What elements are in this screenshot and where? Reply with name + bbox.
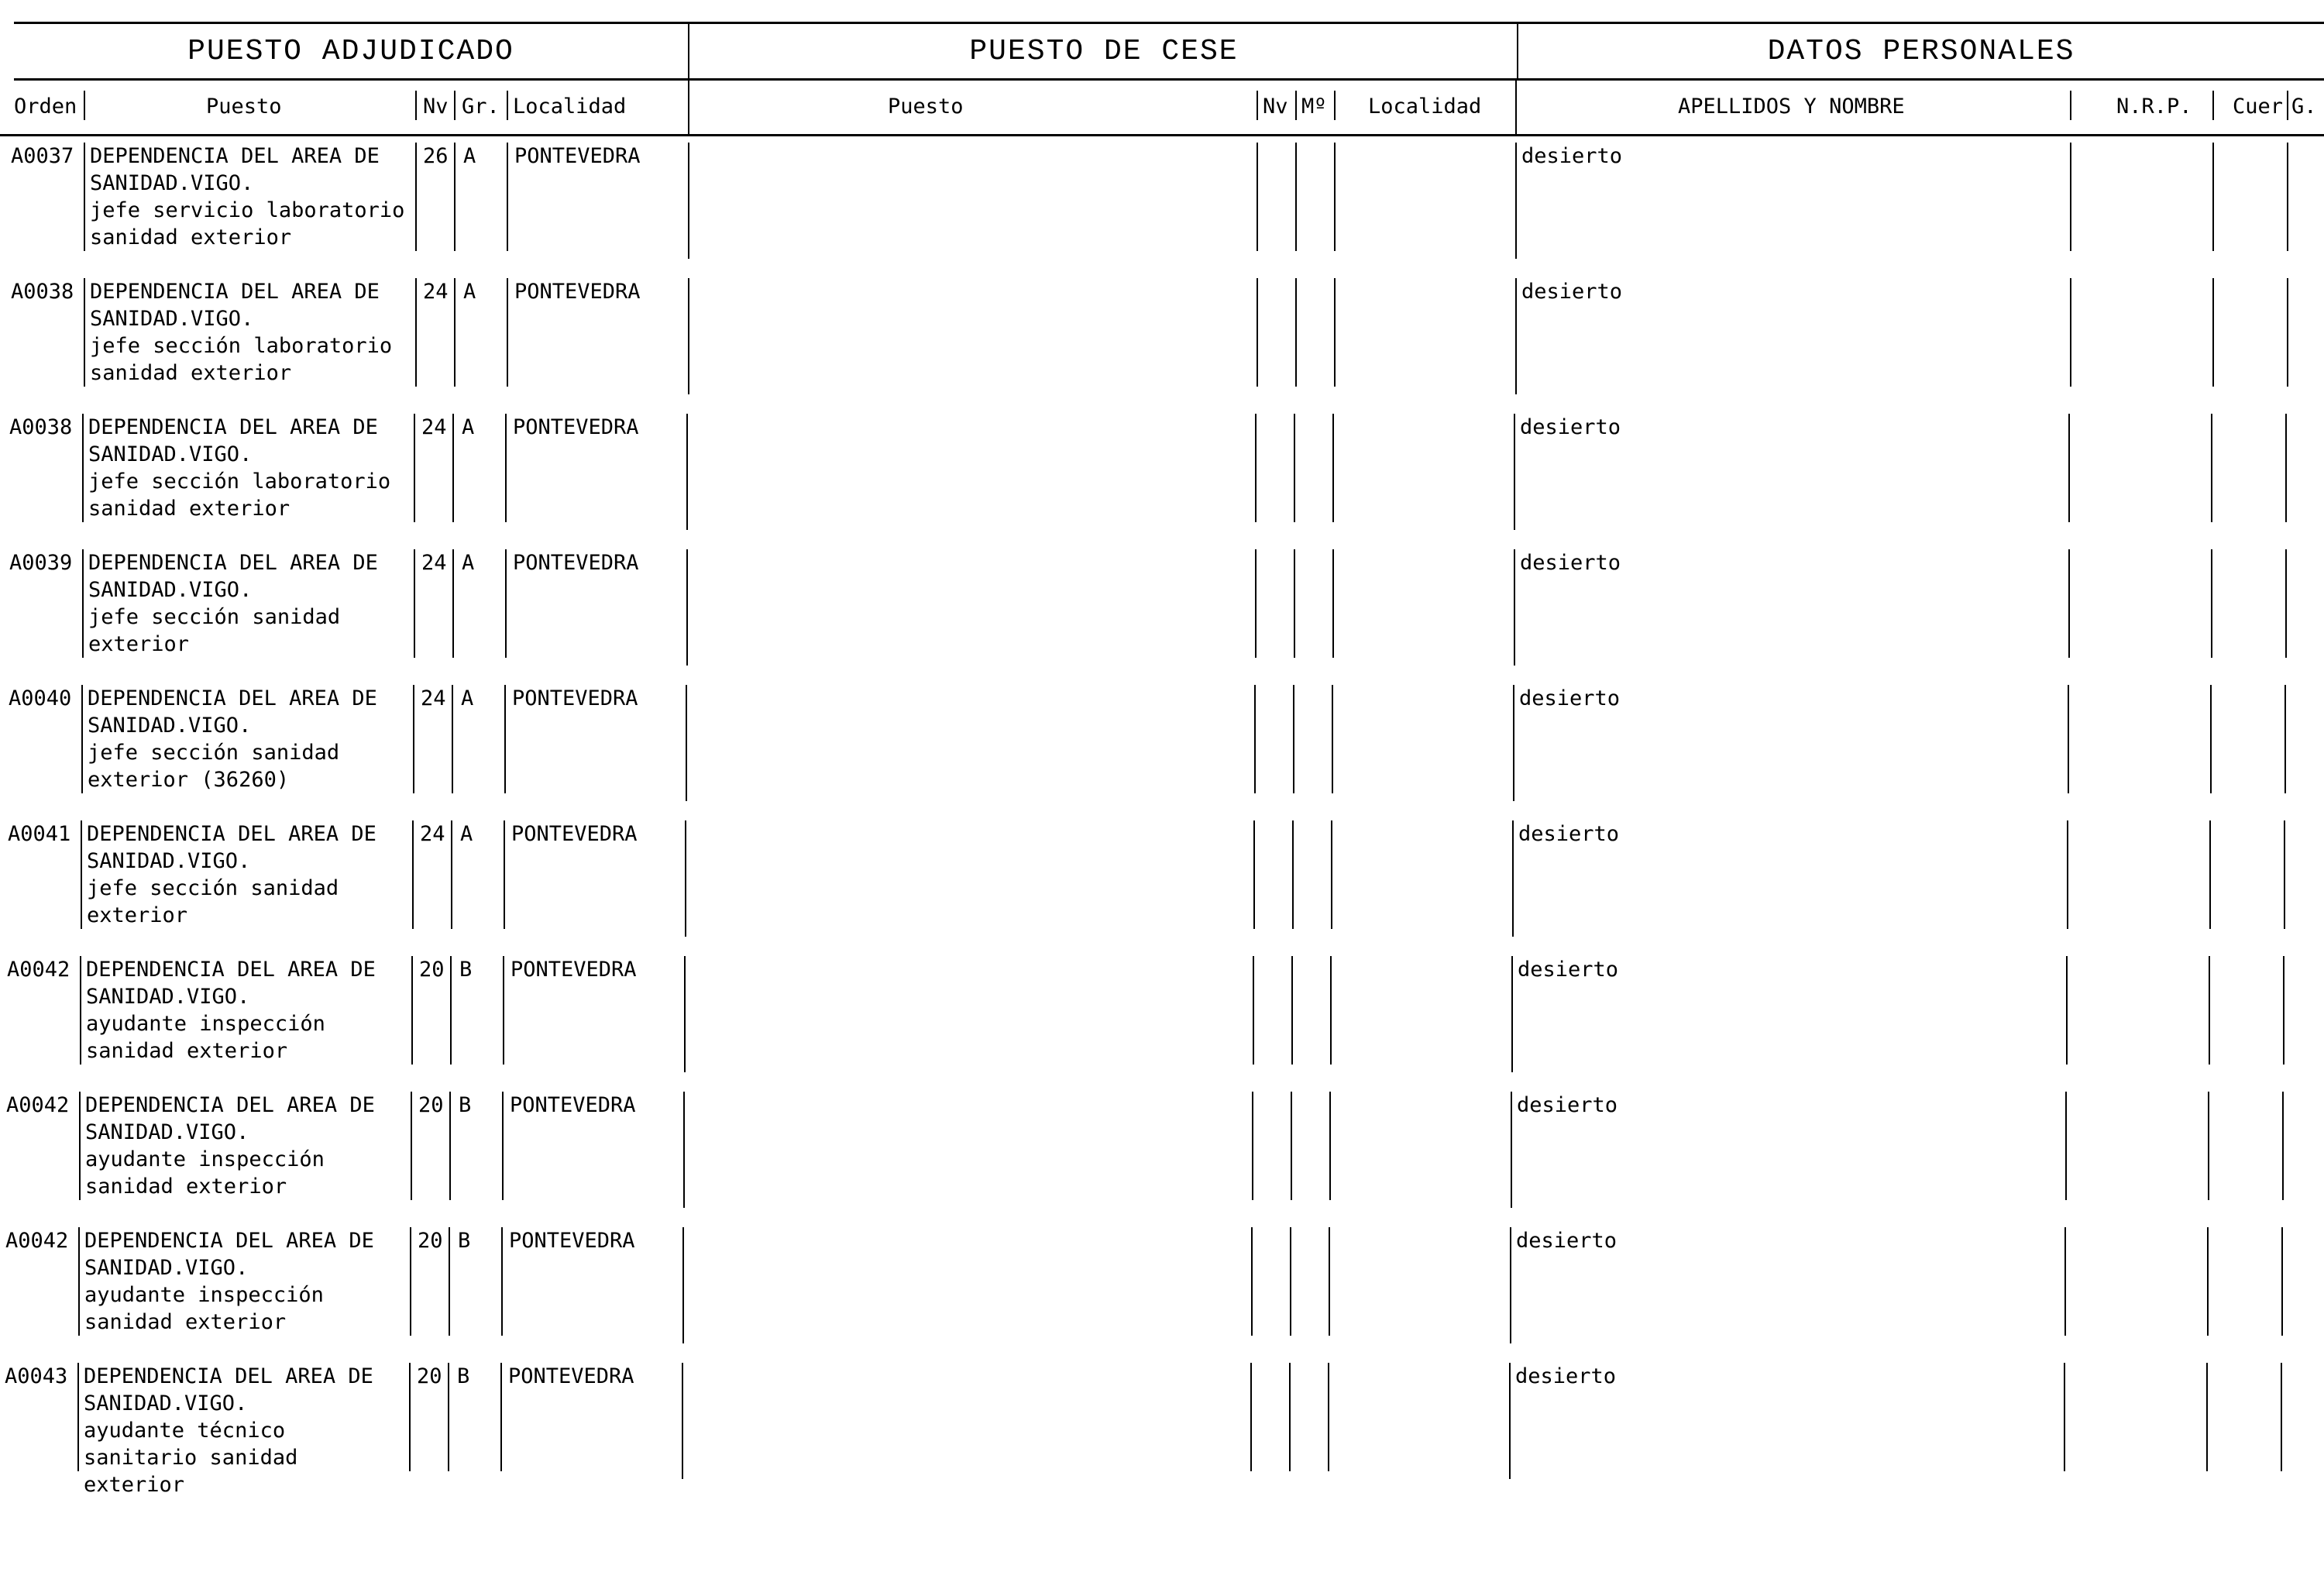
table-row bbox=[0, 1085, 2324, 1221]
column-rule bbox=[686, 414, 688, 530]
nombre-cell: desierto bbox=[1521, 280, 1623, 304]
nombre-cell: desierto bbox=[1516, 1229, 1618, 1253]
localidad-cell: PONTEVEDRA bbox=[513, 415, 639, 439]
puesto-cell bbox=[84, 1363, 373, 1498]
column-rule bbox=[1292, 820, 1294, 929]
column-rule bbox=[1251, 1227, 1253, 1336]
table-row bbox=[0, 272, 2324, 408]
puesto-cell bbox=[88, 549, 378, 658]
nombre-cell: desierto bbox=[1519, 686, 1621, 710]
column-rule bbox=[448, 1363, 449, 1471]
localidad-cell: PONTEVEDRA bbox=[513, 551, 639, 575]
column-rule bbox=[1515, 143, 1517, 259]
column-rule bbox=[82, 549, 84, 658]
puesto-line: jefe sección laboratorio bbox=[90, 334, 393, 358]
puesto-line: SANIDAD.VIGO. bbox=[84, 1391, 248, 1415]
column-rule bbox=[415, 143, 417, 251]
table-row bbox=[0, 679, 2324, 814]
column-rule bbox=[2207, 1227, 2209, 1336]
col-separator bbox=[1515, 78, 1517, 134]
puesto-cell bbox=[85, 1092, 375, 1200]
column-rule bbox=[505, 414, 507, 522]
column-rule bbox=[507, 278, 508, 387]
col-separator bbox=[1295, 91, 1297, 120]
gr-cell: A bbox=[461, 686, 474, 710]
column-rule bbox=[2068, 549, 2070, 658]
puesto-line: sanidad exterior bbox=[85, 1175, 287, 1199]
puesto-line: DEPENDENCIA DEL AREA DE bbox=[84, 1364, 373, 1388]
gr-cell: A bbox=[462, 551, 475, 575]
column-rule bbox=[1513, 685, 1514, 801]
localidad-cell: PONTEVEDRA bbox=[511, 958, 637, 982]
puesto-line: exterior bbox=[84, 1473, 185, 1497]
column-rule bbox=[2066, 956, 2068, 1065]
column-rule bbox=[1255, 549, 1257, 658]
column-rule bbox=[1510, 1227, 1511, 1343]
column-rule bbox=[409, 1363, 411, 1471]
localidad-cell: PONTEVEDRA bbox=[514, 280, 641, 304]
nv-cell: 20 bbox=[417, 1364, 442, 1388]
col-separator bbox=[507, 91, 508, 120]
column-rule bbox=[449, 1227, 450, 1336]
column-rule bbox=[2287, 278, 2288, 387]
col-separator bbox=[2070, 91, 2071, 120]
col-cese-nv: Nv bbox=[1263, 94, 1288, 119]
column-rule bbox=[1332, 414, 1334, 522]
column-rule bbox=[452, 685, 453, 793]
column-rule bbox=[684, 956, 686, 1072]
col-cuer: Cuer bbox=[2233, 94, 2284, 119]
column-rule bbox=[84, 143, 85, 251]
column-rule bbox=[2210, 685, 2212, 793]
puesto-line: sanidad exterior bbox=[86, 1039, 288, 1063]
puesto-line: DEPENDENCIA DEL AREA DE bbox=[87, 822, 376, 846]
column-rule bbox=[77, 1363, 79, 1471]
column-rule bbox=[2212, 143, 2214, 251]
column-rule bbox=[2064, 1227, 2066, 1336]
col-separator bbox=[688, 78, 689, 134]
column-rule bbox=[688, 278, 689, 394]
column-rule bbox=[507, 143, 508, 251]
column-rule bbox=[2285, 414, 2287, 522]
column-rule bbox=[1257, 278, 1258, 387]
puesto-line: SANIDAD.VIGO. bbox=[88, 578, 253, 602]
nombre-cell: desierto bbox=[1517, 1093, 1618, 1117]
localidad-cell: PONTEVEDRA bbox=[508, 1364, 634, 1388]
column-rule bbox=[1329, 1227, 1330, 1336]
col-separator bbox=[84, 91, 85, 120]
puesto-line: SANIDAD.VIGO. bbox=[85, 1120, 249, 1144]
puesto-line: SANIDAD.VIGO. bbox=[90, 307, 254, 331]
puesto-line: SANIDAD.VIGO. bbox=[90, 171, 254, 195]
puesto-line: exterior bbox=[87, 903, 188, 927]
column-rule bbox=[2064, 1363, 2065, 1471]
puesto-cell bbox=[90, 278, 392, 387]
puesto-line: jefe sección laboratorio bbox=[88, 470, 391, 494]
nv-cell: 24 bbox=[421, 415, 447, 439]
column-rule bbox=[2284, 685, 2286, 793]
col-nv: Nv bbox=[423, 94, 449, 119]
column-rule bbox=[683, 1092, 685, 1208]
column-rule bbox=[504, 820, 505, 929]
column-rule bbox=[1250, 1363, 1252, 1471]
puesto-line: SANIDAD.VIGO. bbox=[86, 985, 250, 1009]
column-rule bbox=[1332, 549, 1334, 658]
nombre-cell: desierto bbox=[1520, 551, 1621, 575]
table-row bbox=[0, 543, 2324, 679]
column-rule bbox=[413, 685, 414, 793]
nv-cell: 24 bbox=[423, 280, 449, 304]
column-rule bbox=[2282, 1092, 2284, 1200]
gr-cell: B bbox=[459, 1093, 472, 1117]
column-rule bbox=[84, 278, 85, 387]
column-rule bbox=[1253, 820, 1255, 929]
column-rule bbox=[2281, 1363, 2282, 1471]
column-rule bbox=[1294, 549, 1295, 658]
puesto-line: DEPENDENCIA DEL AREA DE bbox=[85, 1093, 375, 1117]
column-rule bbox=[412, 820, 414, 929]
puesto-line: SANIDAD.VIGO. bbox=[88, 442, 253, 466]
nv-cell: 24 bbox=[421, 686, 446, 710]
nv-cell: 20 bbox=[419, 958, 445, 982]
column-rule bbox=[415, 278, 417, 387]
section-puesto-de-cese: PUESTO DE CESE bbox=[969, 34, 1239, 68]
col-separator bbox=[2287, 91, 2288, 120]
column-rule bbox=[1291, 1092, 1292, 1200]
orden-cell: A0037 bbox=[11, 144, 74, 168]
column-rule bbox=[1334, 278, 1336, 387]
column-rule bbox=[1295, 143, 1297, 251]
orden-cell: A0040 bbox=[9, 686, 72, 710]
column-rule bbox=[685, 820, 686, 937]
column-rule bbox=[450, 956, 452, 1065]
puesto-line: exterior bbox=[88, 632, 190, 656]
puesto-line: sanidad exterior bbox=[84, 1310, 287, 1334]
nombre-cell: desierto bbox=[1518, 822, 1620, 846]
column-rule bbox=[2070, 143, 2071, 251]
localidad-cell: PONTEVEDRA bbox=[510, 1093, 636, 1117]
column-rule bbox=[2068, 685, 2069, 793]
column-rule bbox=[502, 1092, 504, 1200]
column-rule bbox=[81, 820, 82, 929]
gr-cell: A bbox=[463, 280, 476, 304]
puesto-line: ayudante técnico bbox=[84, 1419, 286, 1443]
orden-cell: A0038 bbox=[9, 415, 73, 439]
column-rule bbox=[452, 414, 454, 522]
col-apellidos-nombre: APELLIDOS Y NOMBRE bbox=[1678, 94, 1905, 119]
column-rule bbox=[78, 1227, 80, 1336]
table-row bbox=[0, 408, 2324, 543]
puesto-line: DEPENDENCIA DEL AREA DE bbox=[84, 1229, 374, 1253]
col-separator bbox=[454, 91, 456, 120]
puesto-line: jefe sección sanidad bbox=[88, 605, 341, 629]
puesto-line: jefe servicio laboratorio bbox=[90, 198, 405, 222]
nombre-cell: desierto bbox=[1515, 1364, 1617, 1388]
column-rule bbox=[2284, 820, 2285, 929]
column-rule bbox=[682, 1227, 684, 1343]
puesto-line: DEPENDENCIA DEL AREA DE bbox=[90, 280, 380, 304]
orden-cell: A0042 bbox=[6, 1093, 70, 1117]
column-rule bbox=[503, 956, 504, 1065]
col-cese-m: Mº bbox=[1301, 94, 1327, 119]
column-rule bbox=[452, 549, 454, 658]
col-cese-puesto: Puesto bbox=[888, 94, 964, 119]
column-rule bbox=[79, 1092, 81, 1200]
column-rule bbox=[1289, 1363, 1291, 1471]
puesto-line: DEPENDENCIA DEL AREA DE bbox=[90, 144, 380, 168]
column-rule bbox=[2211, 414, 2212, 522]
orden-cell: A0039 bbox=[9, 551, 73, 575]
orden-cell: A0041 bbox=[8, 822, 71, 846]
column-rule bbox=[2067, 820, 2068, 929]
column-rule bbox=[2209, 820, 2211, 929]
column-rule bbox=[501, 1227, 503, 1336]
puesto-line: ayudante inspección bbox=[84, 1283, 324, 1307]
puesto-cell bbox=[86, 956, 376, 1065]
column-rule bbox=[1252, 1092, 1253, 1200]
col-localidad: Localidad bbox=[513, 94, 627, 119]
column-rule bbox=[1509, 1363, 1511, 1479]
puesto-line: SANIDAD.VIGO. bbox=[84, 1256, 249, 1280]
column-rule bbox=[1253, 956, 1254, 1065]
column-rule bbox=[2065, 1092, 2067, 1200]
column-rule bbox=[1514, 549, 1515, 666]
column-rule bbox=[1290, 1227, 1291, 1336]
section-header bbox=[14, 22, 2324, 81]
column-rule bbox=[2211, 549, 2212, 658]
puesto-line: DEPENDENCIA DEL AREA DE bbox=[88, 551, 378, 575]
column-rule bbox=[2070, 278, 2071, 387]
column-rule bbox=[410, 1227, 411, 1336]
column-rule bbox=[505, 549, 507, 658]
gr-cell: B bbox=[458, 1229, 471, 1253]
column-rule bbox=[688, 143, 689, 259]
column-rule bbox=[682, 1363, 683, 1479]
column-rule bbox=[454, 143, 456, 251]
orden-cell: A0042 bbox=[7, 958, 70, 982]
column-rule bbox=[2281, 1227, 2283, 1336]
column-rule bbox=[80, 956, 81, 1065]
column-rule bbox=[1334, 143, 1336, 251]
col-separator bbox=[2212, 91, 2214, 120]
gr-cell: A bbox=[462, 415, 475, 439]
localidad-cell: PONTEVEDRA bbox=[511, 822, 638, 846]
nv-cell: 20 bbox=[418, 1229, 443, 1253]
col-separator bbox=[1334, 91, 1336, 120]
gr-cell: A bbox=[460, 822, 473, 846]
column-rule bbox=[411, 956, 413, 1065]
puesto-line: DEPENDENCIA DEL AREA DE bbox=[86, 958, 376, 982]
puesto-line: sanidad exterior bbox=[90, 225, 292, 249]
column-rule bbox=[686, 549, 688, 666]
column-rule bbox=[1331, 820, 1332, 929]
section-puesto-adjudicado: PUESTO ADJUDICADO bbox=[187, 34, 514, 68]
column-rule bbox=[414, 549, 415, 658]
column-rule bbox=[1332, 685, 1333, 793]
puesto-line: exterior (36260) bbox=[88, 768, 290, 792]
gr-cell: B bbox=[459, 958, 473, 982]
col-nrp: N.R.P. bbox=[2116, 94, 2192, 119]
puesto-line: jefe sección sanidad bbox=[88, 741, 340, 765]
column-rule bbox=[81, 685, 83, 793]
localidad-cell: PONTEVEDRA bbox=[514, 144, 641, 168]
puesto-line: DEPENDENCIA DEL AREA DE bbox=[88, 415, 378, 439]
column-rule bbox=[1254, 685, 1256, 793]
col-separator bbox=[415, 91, 417, 120]
col-g: G. bbox=[2291, 94, 2317, 119]
nv-cell: 24 bbox=[420, 822, 445, 846]
col-orden: Orden bbox=[14, 94, 77, 119]
column-rule bbox=[1515, 278, 1517, 394]
column-rule bbox=[1255, 414, 1257, 522]
puesto-line: SANIDAD.VIGO. bbox=[87, 849, 251, 873]
column-rule bbox=[1330, 956, 1332, 1065]
table-row bbox=[0, 950, 2324, 1085]
nv-cell: 20 bbox=[418, 1093, 444, 1117]
gr-cell: B bbox=[457, 1364, 470, 1388]
column-rule bbox=[2068, 414, 2070, 522]
column-rule bbox=[500, 1363, 502, 1471]
table-row bbox=[0, 136, 2324, 272]
column-rule bbox=[1514, 414, 1515, 530]
puesto-cell bbox=[88, 414, 390, 522]
column-rule bbox=[414, 414, 415, 522]
column-rule bbox=[504, 685, 506, 793]
column-rule bbox=[1511, 956, 1513, 1072]
orden-cell: A0043 bbox=[5, 1364, 68, 1388]
column-rule bbox=[1512, 820, 1514, 937]
puesto-line: sanidad exterior bbox=[88, 497, 290, 521]
column-rule bbox=[1295, 278, 1297, 387]
column-rule bbox=[82, 414, 84, 522]
col-puesto: Puesto bbox=[206, 94, 282, 119]
col-separator bbox=[1257, 91, 1258, 120]
orden-cell: A0042 bbox=[5, 1229, 69, 1253]
column-rule bbox=[2206, 1363, 2208, 1471]
column-rule bbox=[449, 1092, 451, 1200]
column-rule bbox=[1328, 1363, 1329, 1471]
puesto-cell bbox=[88, 685, 377, 793]
localidad-cell: PONTEVEDRA bbox=[512, 686, 638, 710]
column-rule bbox=[2283, 956, 2284, 1065]
col-cese-localidad: Localidad bbox=[1368, 94, 1482, 119]
localidad-cell: PONTEVEDRA bbox=[509, 1229, 635, 1253]
orden-cell: A0038 bbox=[11, 280, 74, 304]
nv-cell: 24 bbox=[421, 551, 447, 575]
puesto-line: jefe sección sanidad bbox=[87, 876, 339, 900]
column-rule bbox=[2208, 1092, 2209, 1200]
puesto-line: DEPENDENCIA DEL AREA DE bbox=[88, 686, 377, 710]
column-rule bbox=[1294, 414, 1295, 522]
column-rule bbox=[451, 820, 452, 929]
table-row bbox=[0, 1357, 2324, 1497]
puesto-cell bbox=[90, 143, 404, 251]
column-rule bbox=[1511, 1092, 1512, 1208]
nombre-cell: desierto bbox=[1521, 144, 1623, 168]
gr-cell: A bbox=[463, 144, 476, 168]
puesto-line: ayudante inspección bbox=[85, 1147, 325, 1171]
column-rule bbox=[1257, 143, 1258, 251]
puesto-cell bbox=[87, 820, 376, 929]
column-rule bbox=[1293, 685, 1294, 793]
section-datos-personales: DATOS PERSONALES bbox=[1767, 34, 2075, 68]
column-rule bbox=[454, 278, 456, 387]
column-rule bbox=[1291, 956, 1293, 1065]
column-rule bbox=[686, 685, 687, 801]
puesto-line: ayudante inspección bbox=[86, 1012, 325, 1036]
column-header-row bbox=[0, 78, 2324, 136]
col-gr: Gr. bbox=[462, 94, 500, 119]
puesto-line: sanitario sanidad bbox=[84, 1446, 298, 1470]
column-rule bbox=[2212, 278, 2214, 387]
puesto-cell bbox=[84, 1227, 374, 1336]
nombre-cell: desierto bbox=[1518, 958, 1619, 982]
column-rule bbox=[411, 1092, 412, 1200]
table-row bbox=[0, 814, 2324, 950]
puesto-line: SANIDAD.VIGO. bbox=[88, 714, 252, 738]
column-rule bbox=[2285, 549, 2287, 658]
table-row bbox=[0, 1221, 2324, 1357]
column-rule bbox=[1329, 1092, 1331, 1200]
nombre-cell: desierto bbox=[1520, 415, 1621, 439]
column-rule bbox=[2209, 956, 2210, 1065]
column-rule bbox=[2287, 143, 2288, 251]
nv-cell: 26 bbox=[423, 144, 449, 168]
puesto-line: sanidad exterior bbox=[90, 361, 292, 385]
